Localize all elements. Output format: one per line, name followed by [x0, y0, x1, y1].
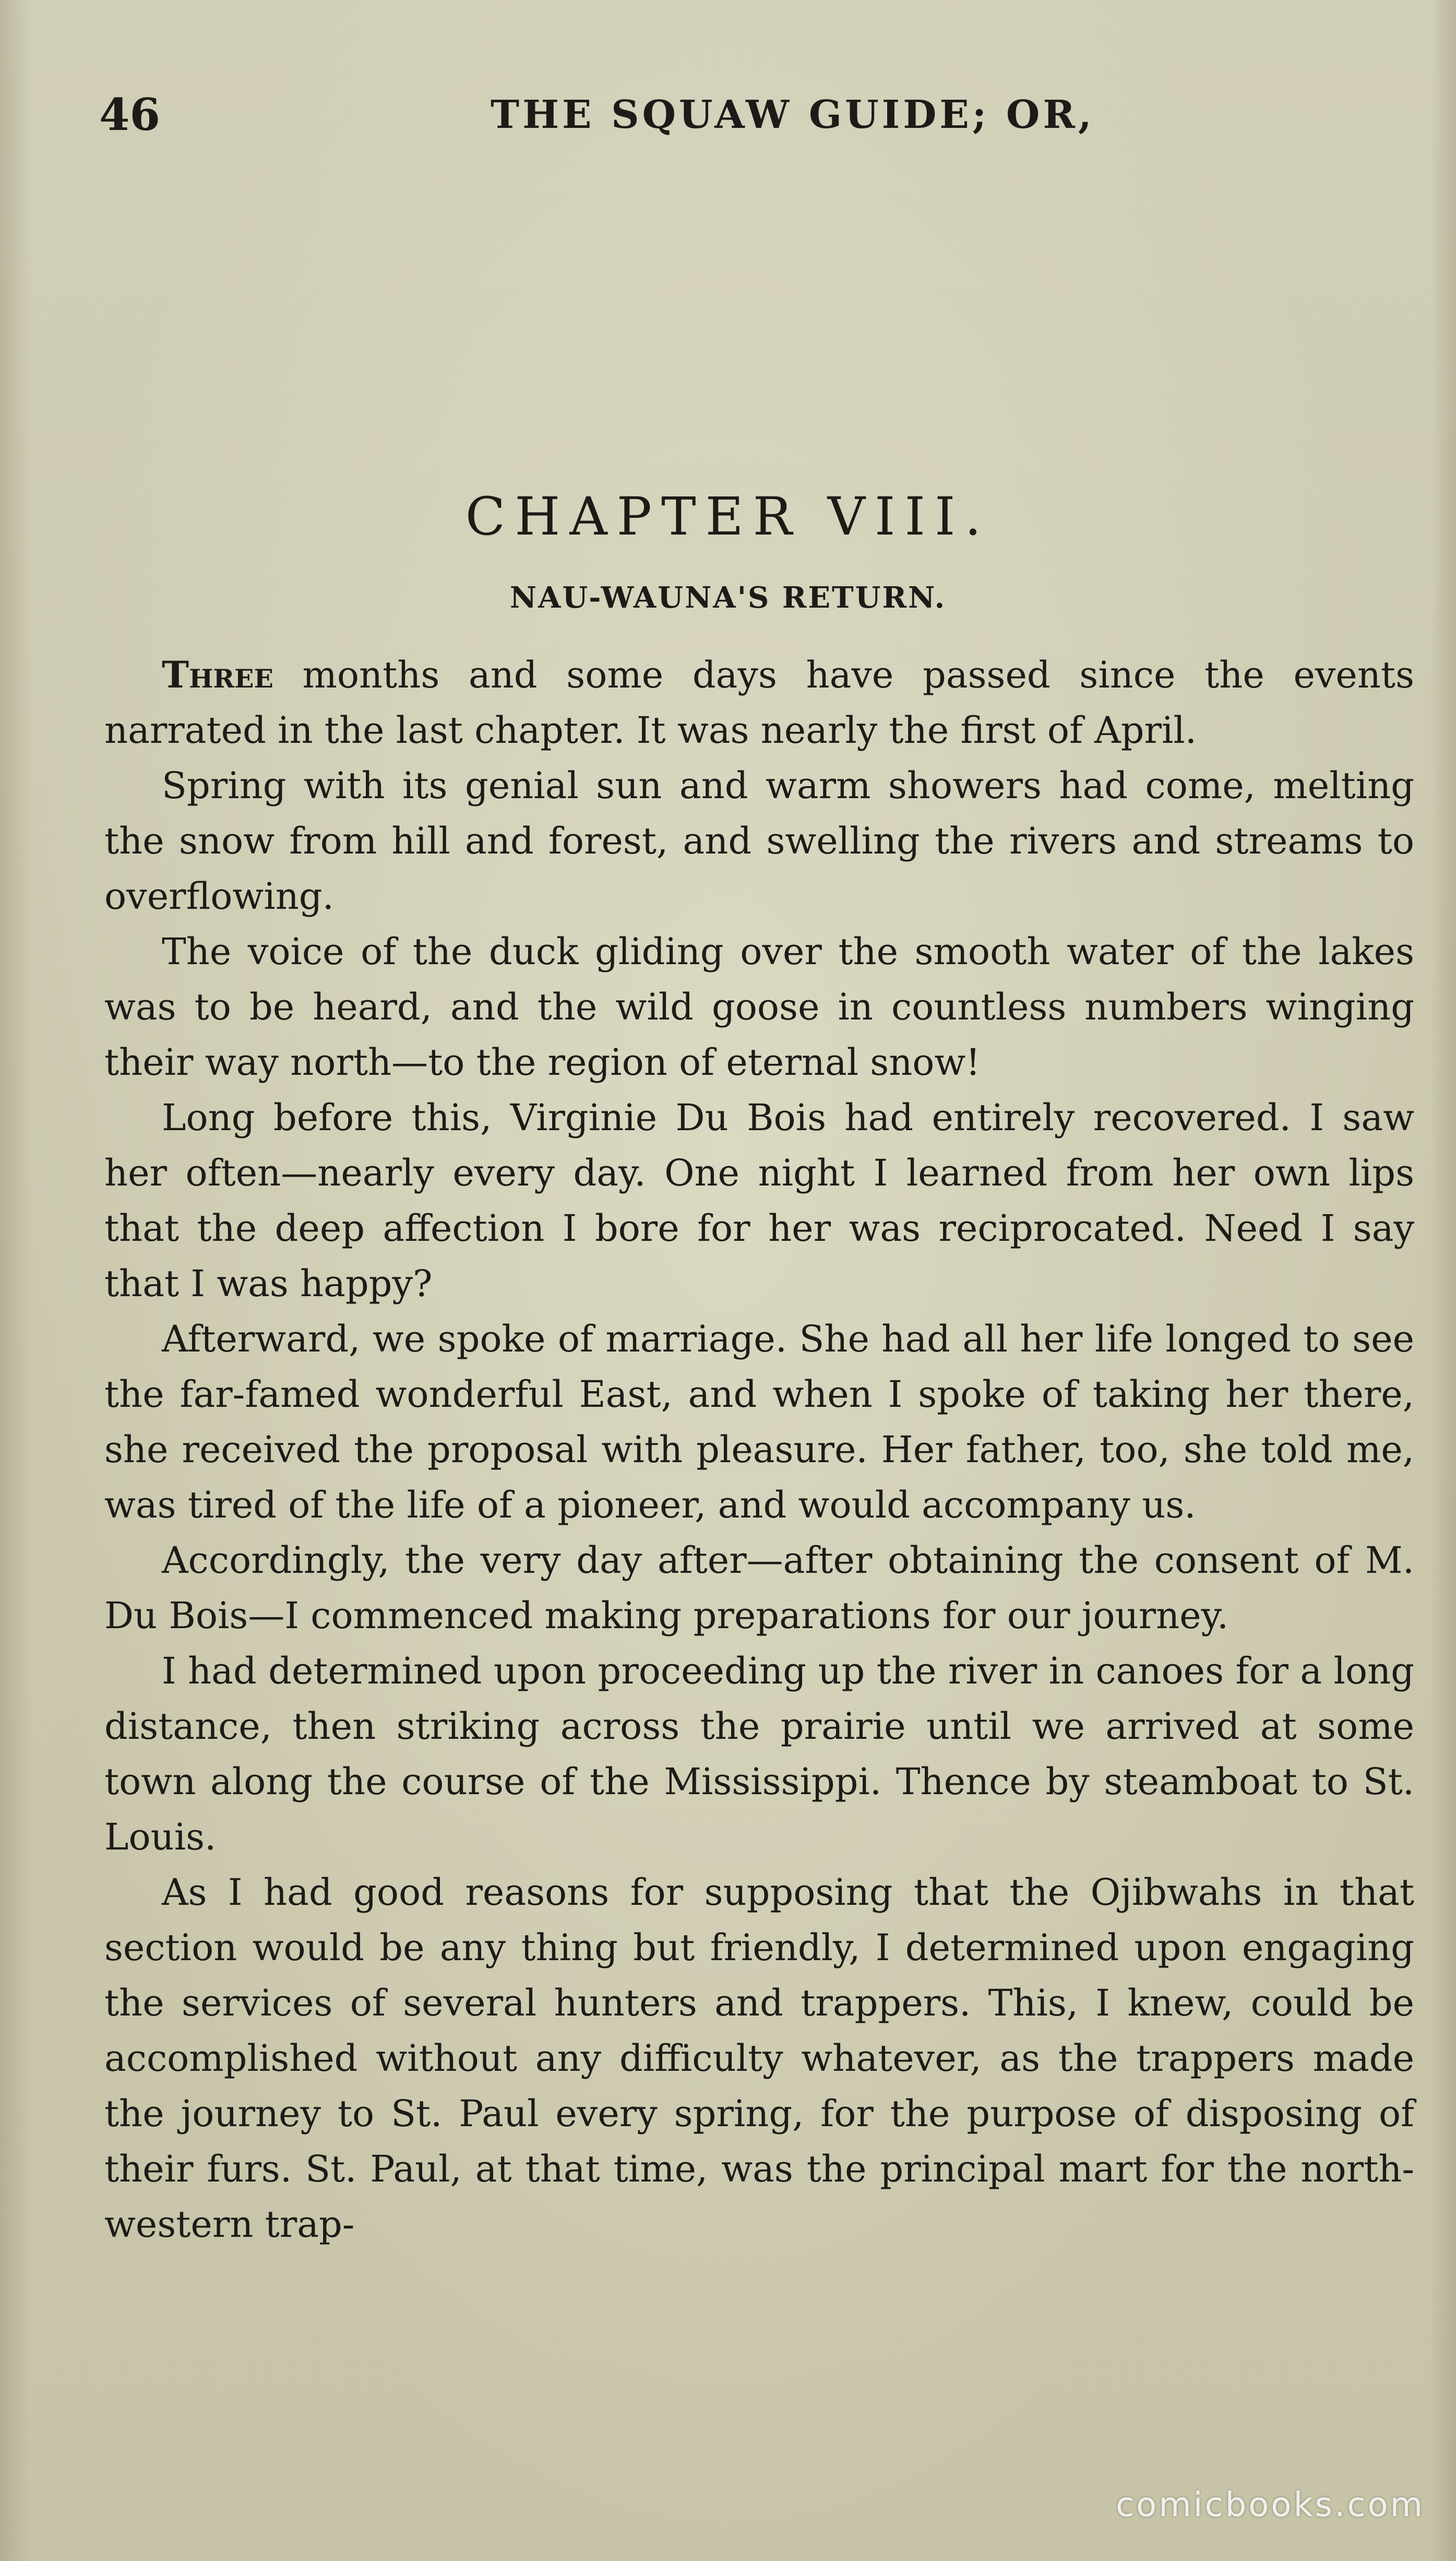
paragraph-7 — [104, 1643, 1414, 1865]
paragraph-text: The voice of the duck gliding over the smooth water of the lakes was to be heard, and the wild goose in countless numbers winging their way north—to the region of eternal snow! — [104, 930, 1414, 1084]
paragraph-text: As I had good reasons for supposing that the Ojibwahs in that section would be any thing but friendly, I determined upon engaging the services of several hunters and trappers. This, I knew, could be accomplished without any difficulty whatever, as the trappers made the journey to St. Paul every spring, for the purpose of disposing of their furs. St. Paul, at that time, was the principal mart for the north-western trap- — [104, 1871, 1414, 2246]
paragraph-text: Afterward, we spoke of marriage. She had all her life longed to see the far-famed wonderful East, and when I spoke of taking her there, she received the proposal with pleasure. Her father, too, she told me, was tired of the life of a pioneer, and would accompany us. — [104, 1318, 1414, 1526]
page-shadow-left — [0, 0, 31, 2561]
running-title: THE SQUAW GUIDE; OR, — [491, 92, 1095, 137]
body-text — [104, 647, 1414, 2252]
paragraph-6 — [104, 1533, 1414, 1643]
paragraph-1 — [104, 647, 1414, 758]
paragraph-5 — [104, 1311, 1414, 1533]
chapter-subtitle: NAU-WAUNA'S RETURN. — [509, 580, 947, 615]
chapter-title: CHAPTER VIII. — [465, 486, 991, 547]
paragraph-text: months and some days have passed since the events narrated in the last chapter. It was nearly the first of April. — [104, 654, 1414, 752]
watermark: comicbooks.com — [1115, 2486, 1425, 2524]
paragraph-3 — [104, 924, 1414, 1090]
paragraph-4 — [104, 1090, 1414, 1311]
paragraph-text: Accordingly, the very day after—after obtaining the consent of M. Du Bois—I commenced making preparations for our journey. — [104, 1539, 1414, 1637]
paragraph-text: Long before this, Virginie Du Bois had entirely recovered. I saw her often—nearly every day. One night I learned from her own lips that the deep affection I bore for her was reciprocated. Need I say that I was happy? — [104, 1096, 1414, 1305]
paragraph-text: I had determined upon proceeding up the river in canoes for a long distance, then striking across the prairie until we arrived at some town along the course of the Mississippi. Thence by steamboat to St. Louis. — [104, 1650, 1414, 1858]
page-shadow-right — [1430, 0, 1456, 2561]
running-head — [99, 84, 1414, 146]
paragraph-text: Spring with its genial sun and warm showers had come, melting the snow from hill and forest, and swelling the rivers and streams to overflowing. — [104, 764, 1414, 918]
paragraph-8 — [104, 1865, 1414, 2252]
paragraph-2 — [104, 758, 1414, 924]
lead-word: Three — [162, 653, 273, 696]
page-number: 46 — [99, 89, 160, 140]
